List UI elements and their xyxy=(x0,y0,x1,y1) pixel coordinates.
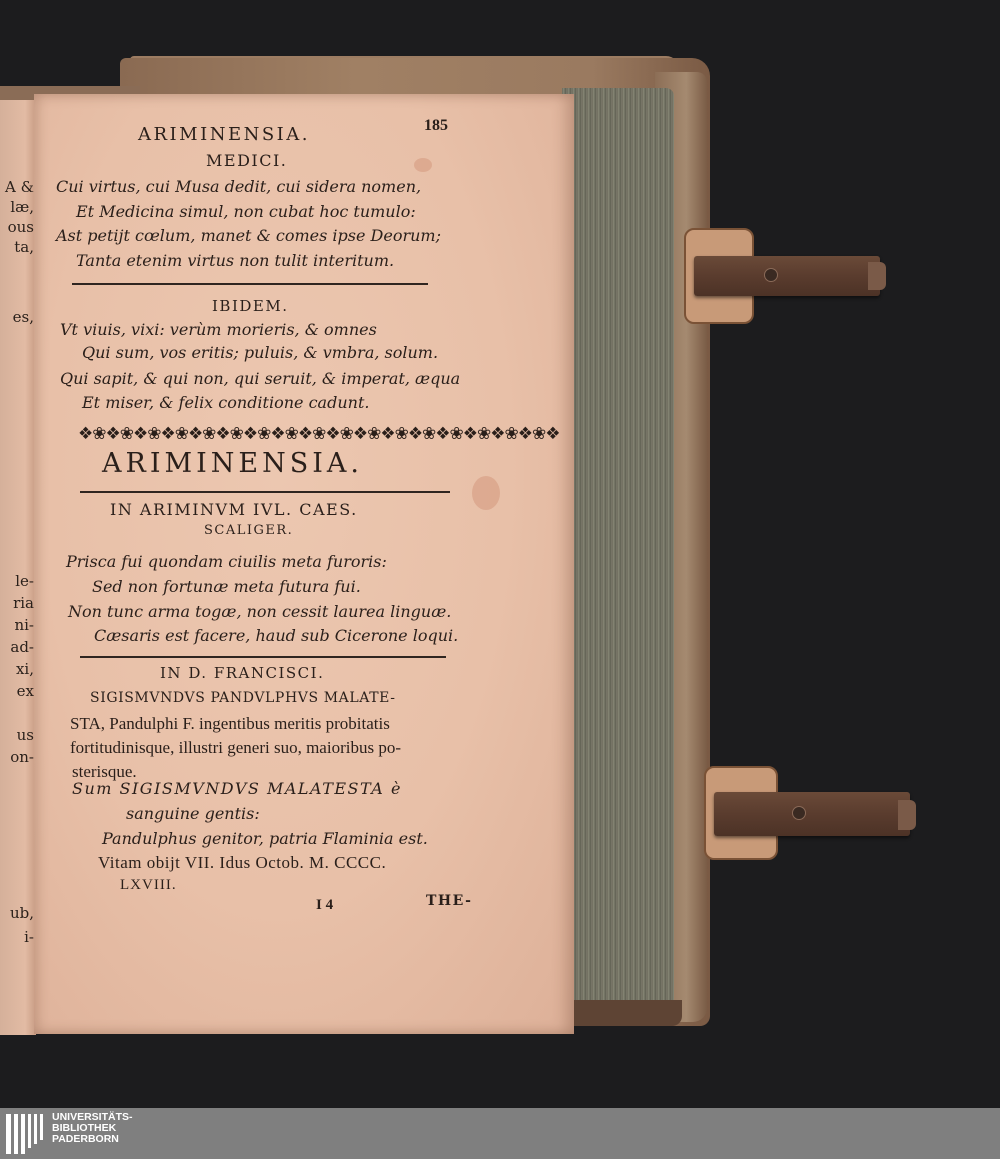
page-number: 185 xyxy=(424,117,448,134)
fragment-text: ad- xyxy=(10,638,34,656)
logo-line: PADERBORN xyxy=(52,1133,119,1145)
page-block-fore-edge xyxy=(562,88,674,1023)
section-heading: IN ARIMINVM IVL. CAES. xyxy=(110,500,358,519)
prose-line: STA, Pandulphi F. ingentibus meritis probitatis xyxy=(70,714,390,733)
page-block-bottom xyxy=(562,1000,682,1026)
date-line: Vitam obijt VII. Idus Octob. M. CCCC. xyxy=(98,853,387,872)
facing-page-fragment xyxy=(0,100,36,1035)
verse-line: Sum SIGISMVNDVS MALATESTA è xyxy=(72,779,402,798)
divider-rule xyxy=(80,491,450,493)
prose-line: sterisque. xyxy=(72,762,137,781)
catchword: THE- xyxy=(426,893,473,909)
library-footer-bar xyxy=(0,1108,1000,1159)
verse-line: Qui sum, vos eritis; puluis, & vmbra, solum. xyxy=(82,343,439,362)
prose-line: fortitudinisque, illustri generi suo, maioribus po- xyxy=(70,738,401,757)
verse-line: Non tunc arma togæ, non cessit laurea linguæ. xyxy=(68,602,452,621)
fragment-text: i- xyxy=(24,928,34,946)
verse-line: Pandulphus genitor, patria Flaminia est. xyxy=(102,829,428,848)
divider-rule xyxy=(80,656,446,658)
fragment-text: xi, xyxy=(15,660,34,678)
date-line: LXVIII. xyxy=(120,877,177,893)
author-name: SCALIGER. xyxy=(204,523,294,538)
logo-line: UNIVERSITÄTS- xyxy=(52,1111,133,1123)
verse-line: Cui virtus, cui Musa dedit, cui sidera nomen, xyxy=(56,177,422,196)
verse-line: Et miser, & felix conditione cadunt. xyxy=(82,393,370,412)
fragment-text: us xyxy=(16,726,34,744)
fragment-text: ria xyxy=(13,594,34,612)
signature-mark: I 4 xyxy=(316,897,334,913)
fragment-text: læ, xyxy=(10,198,34,216)
section-heading: IN D. FRANCISCI. xyxy=(160,664,325,682)
verse-line: Vt viuis, vixi: verùm morieris, & omnes xyxy=(60,320,377,339)
library-logo-text xyxy=(52,1112,133,1145)
fragment-text: A & xyxy=(5,178,34,196)
verse-line: sanguine gentis: xyxy=(126,804,260,823)
divider-rule xyxy=(72,283,428,285)
fragment-text: ta, xyxy=(14,238,34,256)
verse-line: Tanta etenim virtus non tulit interitum. xyxy=(76,251,395,270)
fragment-text: ous xyxy=(7,218,34,236)
running-header: ARIMINENSIA. xyxy=(138,124,311,145)
fragment-text: le- xyxy=(15,572,34,590)
fragment-text: ub, xyxy=(9,904,34,922)
verse-line: Et Medicina simul, non cubat hoc tumulo: xyxy=(76,202,416,221)
library-logo-icon xyxy=(6,1114,46,1154)
verse-line: Sed non fortunæ meta futura fui. xyxy=(92,577,361,596)
paper-stain xyxy=(414,158,432,172)
ornamental-border: ❖❀❖❀❖❀❖❀❖❀❖❀❖❀❖❀❖❀❖❀❖❀❖❀❖❀❖❀❖❀❖❀❖❀❖ xyxy=(78,424,560,444)
section-heading: IBIDEM. xyxy=(212,297,289,315)
prose-line: SIGISMVNDVS PANDVLPHVS MALATE- xyxy=(90,690,396,706)
section-title: ARIMINENSIA. xyxy=(102,448,364,479)
fragment-text: ex xyxy=(16,682,34,700)
verse-line: Prisca fui quondam ciuilis meta furoris: xyxy=(66,552,387,571)
fragment-text: es, xyxy=(12,308,34,326)
fragment-text: ni- xyxy=(14,616,34,634)
logo-line: BIBLIOTHEK xyxy=(52,1122,117,1134)
verse-line: Ast petijt cœlum, manet & comes ipse Deorum; xyxy=(56,226,441,245)
fragment-text: on- xyxy=(10,748,34,766)
section-heading: MEDICI. xyxy=(206,151,288,170)
verse-line: Cæsaris est facere, haud sub Cicerone loqui. xyxy=(94,626,459,645)
paper-stain xyxy=(472,476,500,510)
verse-line: Qui sapit, & qui non, qui seruit, & imperat, æqua xyxy=(60,369,461,388)
